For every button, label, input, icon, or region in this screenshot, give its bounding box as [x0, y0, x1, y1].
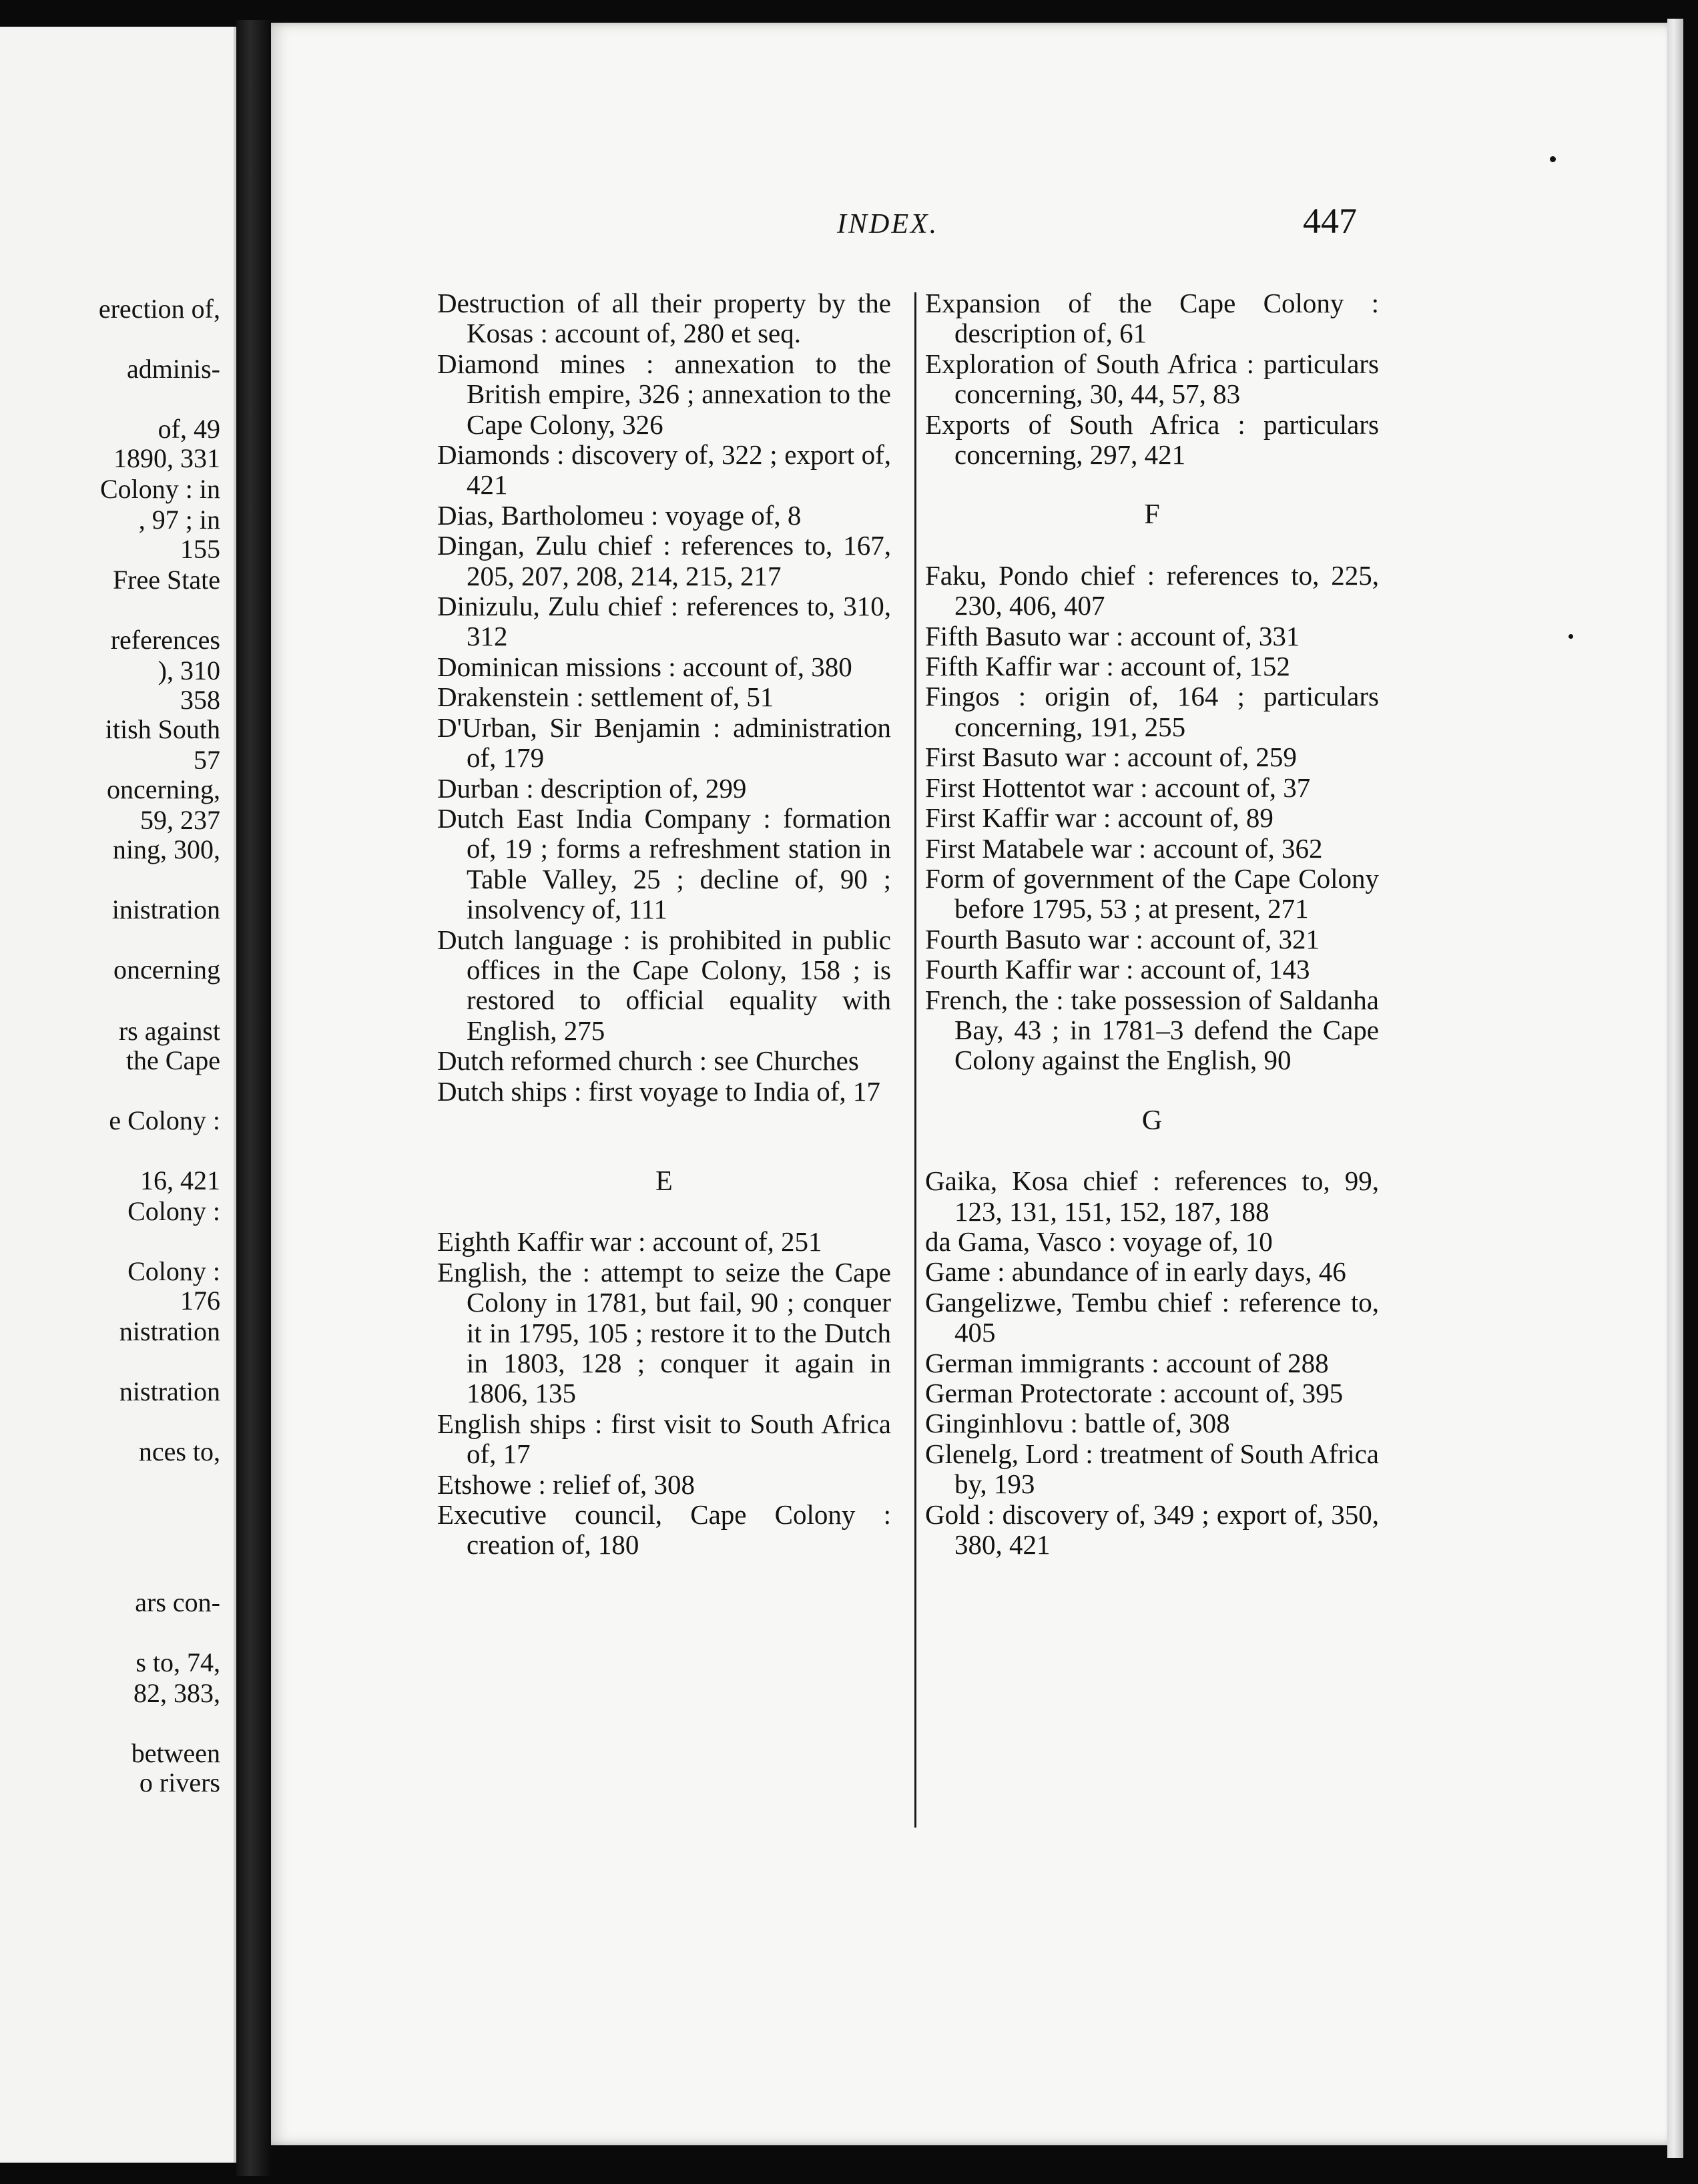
section-letter-f: F [1144, 499, 1160, 531]
page-edge [1667, 19, 1683, 2158]
index-entry: Glenelg, Lord : treatment of South Africa by, 193 [925, 1438, 1379, 1500]
index-entry: Fourth Kaffir war : account of, 143 [925, 954, 1310, 985]
index-entry: Dias, Bartholomeu : voyage of, 8 [437, 499, 802, 531]
facing-page-fragment: 155 [180, 534, 220, 564]
index-column-left [437, 288, 891, 1561]
index-entry: Gaika, Kosa chief : references to, 99, 123, 131, 151, 152, 187, 188 [925, 1165, 1379, 1227]
index-entry: Executive council, Cape Colony : creation of, 180 [437, 1499, 891, 1561]
index-entry: First Kaffir war : account of, 89 [925, 802, 1274, 834]
index-entry: Eighth Kaffir war : account of, 251 [437, 1226, 822, 1258]
index-entry: Form of government of the Cape Colony before 1795, 53 ; at present, 271 [925, 862, 1379, 924]
facing-page-fragment: e Colony : [109, 1105, 220, 1135]
running-head: INDEX. [837, 209, 939, 240]
facing-page-fragment: oncerning [113, 954, 220, 985]
facing-page-fragment: 358 [180, 685, 220, 715]
index-entry: Expansion of the Cape Colony : description of, 61 [925, 288, 1379, 349]
facing-page-fragment: Colony : in [99, 474, 220, 504]
index-entry: Gangelizwe, Tembu chief : reference to, 405 [925, 1286, 1379, 1348]
index-entry: Dutch reformed church : see Churches [437, 1045, 859, 1077]
facing-page-fragment: nistration [119, 1316, 220, 1346]
facing-page-fragment: nistration [119, 1376, 220, 1406]
paper-speck [1569, 634, 1573, 639]
index-entry: Durban : description of, 299 [437, 772, 747, 804]
facing-page-fragment: of, 49 [158, 414, 220, 444]
index-entry: Dingan, Zulu chief : references to, 167, 205, 207, 208, 214, 215, 217 [437, 530, 891, 591]
facing-page-fragment: Colony : [127, 1196, 220, 1226]
index-entry: da Gama, Vasco : voyage of, 10 [925, 1225, 1273, 1257]
facing-page-fragment: 59, 237 [140, 805, 220, 835]
index-entry: Game : abundance of in early days, 46 [925, 1256, 1346, 1288]
index-entry: Drakenstein : settlement of, 51 [437, 681, 774, 713]
index-entry: German Protectorate : account of, 395 [925, 1378, 1344, 1408]
index-entry: Diamonds : discovery of, 322 ; export of, 421 [437, 439, 891, 501]
facing-page-fragment: , 97 ; in [138, 505, 220, 535]
facing-page-fragment: nces to, [138, 1436, 220, 1466]
index-entry: Ginginhlovu : battle of, 308 [925, 1408, 1230, 1439]
facing-page-fragment: itish South [105, 714, 220, 744]
page-number: 447 [1303, 201, 1357, 241]
facing-page-fragment: ning, 300, [112, 834, 220, 864]
index-entry: Faku, Pondo chief : references to, 225, 230, 406, 407 [925, 559, 1379, 621]
index-entry: Fifth Kaffir war : account of, 152 [925, 651, 1290, 682]
section-letter-e: E [655, 1165, 673, 1197]
facing-page-fragment: erection of, [98, 294, 220, 324]
facing-page-fragment: ), 310 [158, 655, 220, 686]
facing-page-fragment: inistration [111, 894, 220, 924]
index-column-right [925, 288, 1379, 1560]
entries-e [437, 1227, 891, 1560]
facing-page-fragment: 82, 383, [133, 1678, 220, 1708]
index-entry: Dinizulu, Zulu chief : references to, 310, 312 [437, 591, 891, 652]
entries-d [437, 288, 891, 1107]
index-entry: Fourth Basuto war : account of, 321 [925, 923, 1320, 954]
index-entry: English ships : first visit to South Africa of, 17 [437, 1408, 891, 1470]
facing-page-fragment: 176 [180, 1286, 220, 1316]
index-entry: German immigrants : account of 288 [925, 1347, 1329, 1378]
index-entry: Fingos : origin of, 164 ; particulars concerning, 191, 255 [925, 681, 1379, 742]
index-entry: Etshowe : relief of, 308 [437, 1468, 695, 1500]
facing-page-fragment: s to, 74, [135, 1647, 220, 1677]
index-entry: First Hottentot war : account of, 37 [925, 772, 1311, 803]
index-entry: Exploration of South Africa : particulars concerning, 30, 44, 57, 83 [925, 348, 1379, 410]
entries-f [925, 561, 1379, 1076]
facing-page-fragment: oncerning, [107, 774, 220, 804]
entries-e-continued [925, 288, 1379, 470]
index-entry: First Basuto war : account of, 259 [925, 742, 1297, 773]
facing-page-fragment: 1890, 331 [113, 443, 220, 473]
index-entry: D'Urban, Sir Benjamin : administration of, 179 [437, 712, 891, 774]
facing-page-fragment: references [110, 625, 220, 655]
paper-speck [1550, 156, 1556, 162]
facing-page-fragment: o rivers [139, 1767, 220, 1798]
index-entry: Dominican missions : account of, 380 [437, 651, 852, 682]
facing-page [0, 27, 236, 2163]
facing-page-fragment: Free State [112, 565, 220, 595]
index-entry: French, the : take possession of Saldanha Bay, 43 ; in 1781–3 defend the Cape Colony against the English, 90 [925, 984, 1379, 1076]
facing-page-fragment: between [131, 1738, 220, 1768]
column-rule [914, 292, 916, 1828]
index-entry: English, the : attempt to seize the Cape Colony in 1781, but fail, 90 ; conquer it in 1795, 105 ; restore it to the Dutch in 1803, 128 ; conquer it again in 1806, 135 [437, 1256, 891, 1409]
book-gutter [236, 20, 271, 2176]
facing-page-fragment: rs against [118, 1016, 220, 1046]
facing-page-fragment: ars con- [135, 1587, 220, 1617]
index-entry: Diamond mines : annexation to the British empire, 326 ; annexation to the Cape Colony, 326 [437, 348, 891, 440]
index-entry: Fifth Basuto war : account of, 331 [925, 620, 1300, 651]
index-entry: Exports of South Africa : particulars concerning, 297, 421 [925, 408, 1379, 471]
index-entry: Gold : discovery of, 349 ; export of, 350, 380, 421 [925, 1498, 1379, 1561]
entries-g [925, 1166, 1379, 1560]
facing-page-fragment: adminis- [127, 354, 220, 384]
index-entry: First Matabele war : account of, 362 [925, 832, 1323, 864]
facing-page-fragment: the Cape [125, 1045, 220, 1075]
index-entry: Dutch ships : first voyage to India of, 17 [437, 1075, 880, 1107]
facing-page-fragment: 16, 421 [140, 1165, 220, 1195]
index-entry: Destruction of all their property by the Kosas : account of, 280 et seq. [437, 288, 891, 349]
facing-page-fragment: 57 [194, 745, 220, 775]
section-letter-g: G [1141, 1105, 1163, 1136]
index-entry: Dutch language : is prohibited in public offices in the Cape Colony, 158 ; is restored to official equality with English, 275 [437, 924, 891, 1046]
facing-page-fragment: Colony : [127, 1256, 220, 1286]
index-entry: Dutch East India Company : formation of, 19 ; forms a refreshment station in Table Valley, 25 ; decline of, 90 ; insolvency of, 111 [437, 802, 891, 925]
